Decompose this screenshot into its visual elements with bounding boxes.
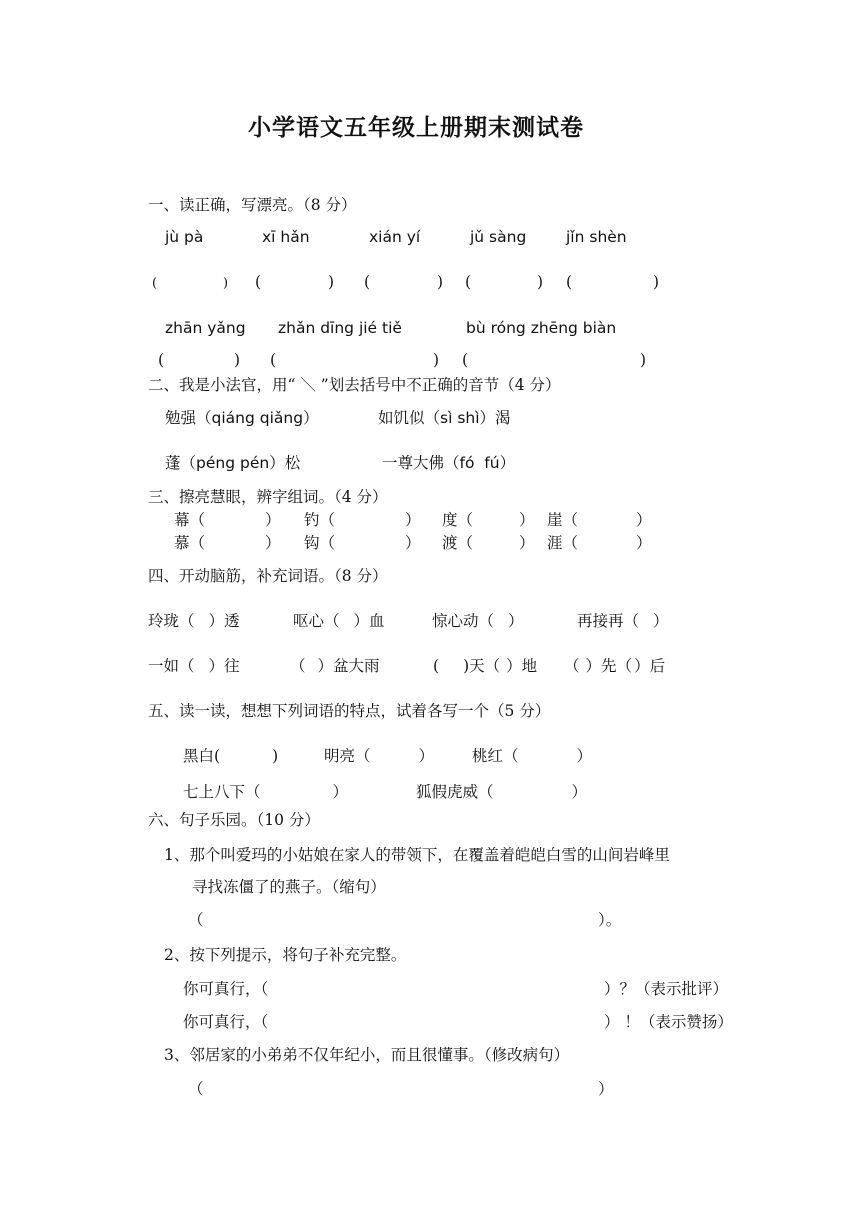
answer-bracket-open: ( [152,276,158,291]
q5-heading: 五、读一读，想想下列词语的特点，试着各写一个（5 分） [148,702,551,720]
word-pattern-item: 七上八下（ ） [183,783,349,801]
answer-bracket-open: ( [364,273,371,291]
char-word-item: 钩（ ） [304,534,421,552]
char-word-item: 度（ ） [442,511,535,529]
idiom-item: （ ）盆大雨 [290,657,380,675]
answer-bracket-close: ) [328,273,335,291]
q2-item: 一尊大佛（fó fú） [382,454,516,472]
idiom-item: （ ）先（ ）后 [564,657,666,675]
pinyin-item: jǐn shèn [566,228,627,246]
answer-bracket-open: ( [566,273,573,291]
word-pattern-item: 黑白( ) [183,747,279,765]
answer-bracket-close: ）。 [598,911,622,929]
sentence-line: 2、按下列提示，将句子补充完整。 [164,946,407,964]
pinyin-item: xián yí [369,228,421,246]
word-pattern-item: 明亮（ ） [324,747,435,765]
char-word-item: 慕（ ） [174,534,281,552]
answer-bracket-close: ) [433,351,440,369]
answer-bracket-open: ( [270,351,277,369]
pinyin-item: zhān yǎng [165,319,246,337]
idiom-item: 惊心动（ ） [432,612,524,630]
answer-bracket-close: ） [598,1080,614,1098]
answer-bracket-open: ( [465,273,472,291]
idiom-item: ( )天（ ）地 [433,657,538,675]
page-title: 小学语文五年级上册期末测试卷 [248,114,584,141]
answer-bracket-open: ( [255,273,262,291]
word-pattern-item: 狐假虎威（ ） [416,783,588,801]
q3-heading: 三、擦亮慧眼，辨字组词。（4 分） [148,488,388,506]
pinyin-item: bù róng zhēng biàn [466,319,617,337]
q2-item: 勉强（qiáng qiǎng） [165,409,319,427]
q2-item: 如饥似（sì shì）渴 [378,409,511,427]
answer-bracket-open: （ [188,1080,204,1098]
char-word-item: 幕（ ） [174,511,281,529]
answer-bracket-close: ) [653,273,660,291]
q1-heading: 一、读正确，写漂亮。（8 分） [148,196,357,214]
answer-bracket-close: ) [537,273,544,291]
char-word-item: 渡（ ） [442,534,535,552]
char-word-item: 涯（ ） [547,534,652,552]
sentence-line: 1、那个叫爱玛的小姑娘在家人的带领下，在覆盖着皑皑白雪的山间岩峰里 [164,846,670,864]
sentence-line: 3、邻居家的小弟弟不仅年纪小，而且很懂事。（修改病句） [164,1046,570,1064]
q2-item: 蓬（péng pén）松 [165,454,301,472]
idiom-item: 再接再（ ） [577,612,669,630]
pinyin-item: zhǎn dīng jié tiě [278,319,402,337]
sentence-line: 寻找冻僵了的燕子。（缩句） [192,878,386,896]
q4-heading: 四、开动脑筋，补充词语。（8 分） [148,567,388,585]
answer-bracket-close: ) [640,351,647,369]
pinyin-item: jù pà [165,228,204,246]
word-pattern-item: 桃红（ ） [472,747,593,765]
answer-bracket-close: ) [437,273,444,291]
sentence-line: 你可真行，（ [183,980,269,998]
char-word-item: 崖（ ） [547,511,652,529]
sentence-line: 你可真行，（ [183,1013,269,1031]
answer-bracket-open: ( [158,351,165,369]
q6-heading: 六、句子乐园。（10 分） [148,811,320,829]
pinyin-item: xī hǎn [262,228,310,246]
idiom-item: 呕心（ ）血 [293,612,385,630]
answer-bracket-close: ) [223,276,229,291]
answer-bracket-close: ) [234,351,241,369]
idiom-item: 一如（ ）往 [148,657,240,675]
idiom-item: 玲珑（ ）透 [148,612,240,630]
answer-bracket-open: ( [462,351,469,369]
answer-bracket-open: （ [188,911,204,929]
pinyin-item: jǔ sàng [470,228,527,246]
sentence-line: ）？（表示批评） [604,980,729,998]
char-word-item: 钓（ ） [304,511,421,529]
sentence-line: ） ！（表示赞扬） [604,1013,733,1031]
q2-heading: 二、我是小法官，用“ ＼ ”划去括号中不正确的音节（4 分） [148,376,561,394]
